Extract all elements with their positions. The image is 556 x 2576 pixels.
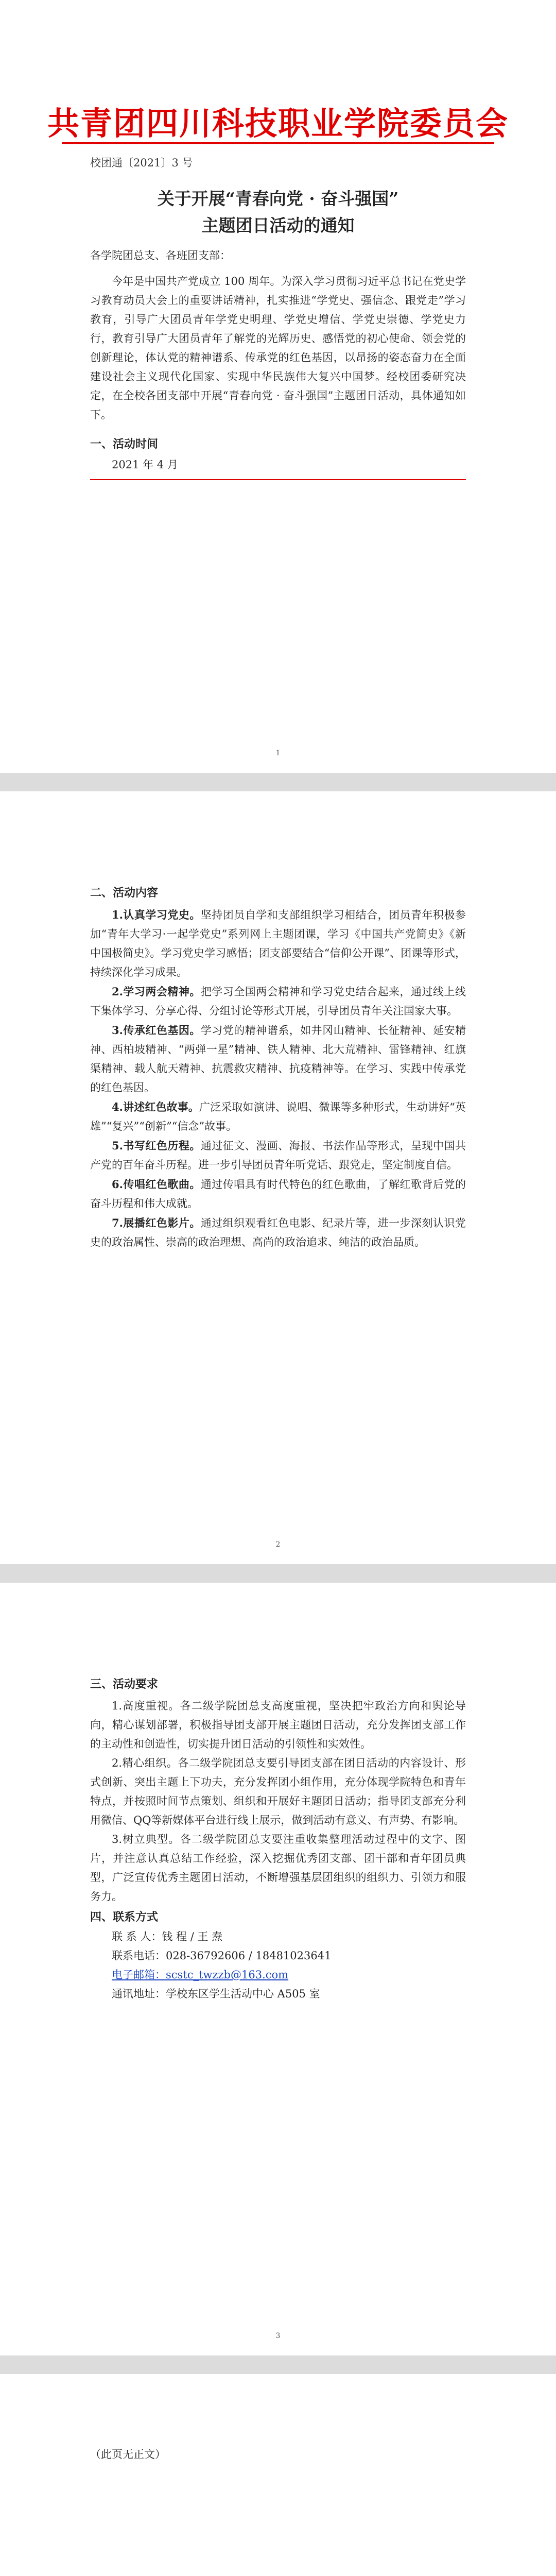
section-time <box>90 435 466 474</box>
content-items <box>90 905 466 1252</box>
salutation: 各学院团总支、各班团支部： <box>90 249 231 262</box>
intro-section <box>90 272 466 425</box>
content-item: 2.学习两会精神。把学习全国两会精神和学习党史结合起来，通过线上线下集体学习、分享心得、分组讨论等形式开展，引导团员青年关注国家大事。 <box>90 985 466 1017</box>
section-time-text: 2021 年 4 月 <box>112 459 178 471</box>
section-content <box>90 884 466 1252</box>
page-number: 2 <box>275 1540 281 1549</box>
section-contact-heading: 四、联系方式 <box>90 1910 159 1924</box>
section-requirements-heading: 三、活动要求 <box>90 1677 159 1691</box>
no-text-note: （此页无正文） <box>90 2448 166 2461</box>
content-item: 4.讲述红色故事。广泛采取如演讲、说唱、微课等多种形式，生动讲好“英雄”“复兴”“创新”“信念”故事。 <box>90 1100 466 1132</box>
page-number: 1 <box>275 749 281 757</box>
document-number: 校团通〔2021〕3 号 <box>90 157 193 169</box>
requirement-item: 2.精心组织。各二级学院团总支要引导团支部在团日活动的内容设计、形式创新、突出主题上下功夫，充分发挥团小组作用，充分体现学院特色和青年特点，并按照时间节点策划、组织和开展好主题团日活动；指导团支部充分利用微信、QQ等新媒体平台进行线上展示，做到活动有意义、有声势、有影响。 <box>90 1757 466 1826</box>
page-number: 3 <box>275 2332 281 2340</box>
document-title-line-2: 主题团日活动的通知 <box>201 215 355 235</box>
document-page-3 <box>0 1583 556 2355</box>
document-page-2 <box>0 791 556 1564</box>
contact-phone: 联系电话：028-36792606 / 18481023641 <box>112 1950 332 1962</box>
content-item: 6.传唱红色歌曲。通过传唱具有时代特色的红色歌曲，了解红歌背后党的奋斗历程和伟大成就。 <box>90 1178 466 1210</box>
content-item: 5.书写红色历程。通过征文、漫画、海报、书法作品等形式，呈现中国共产党的百年奋斗历程。进一步引导团员青年听党话、跟党走，坚定制度自信。 <box>90 1139 466 1171</box>
document-page-4 <box>0 2374 556 2576</box>
red-divider-top <box>62 142 494 144</box>
organization-title: 共青团四川科技职业学院委员会 <box>47 105 509 142</box>
contact-address: 通讯地址：学校东区学生活动中心 A505 室 <box>112 1988 320 2000</box>
content-item: 7.展播红色影片。通过组织观看红色电影、纪录片等，进一步深刻认识党史的政治属性、崇高的政治理想、高尚的政治追求、纯洁的政治品质。 <box>90 1216 466 1248</box>
requirement-item: 1.高度重视。各二级学院团总支高度重视，坚决把牢政治方向和舆论导向，精心谋划部署，积极指导团支部开展主题团日活动，充分发挥团支部工作的主动性和创造性，切实提升团日活动的引领性和实效性。 <box>90 1700 466 1750</box>
section-time-heading: 一、活动时间 <box>90 437 159 451</box>
contact-email <box>90 1965 466 1985</box>
red-divider-bottom <box>90 479 466 480</box>
contact-email-link[interactable]: scstc_twzzb@163.com <box>166 1969 289 1981</box>
content-item: 3.传承红色基因。学习党的精神谱系，如井冈山精神、长征精神、延安精神、西柏坡精神、“两弹一星”精神、铁人精神、北大荒精神、雷锋精神、红旗渠精神、载人航天精神、抗震救灾精神、抗疫精神等。在学习、实践中传承党的红色基因。 <box>90 1024 466 1094</box>
document-page-1 <box>0 0 556 773</box>
document-title-line-1: 关于开展“青春向党 · 奋斗强国” <box>157 189 399 209</box>
intro-paragraph: 今年是中国共产党成立 100 周年。为深入学习贯彻习近平总书记在党史学习教育动员大会上的重要讲话精神，扎实推进“学党史、强信念、跟党走”学习教育，引导广大团员青年学党史明理、学党史增信、学党史崇德、学党史力行，教育引导广大团员青年了解党的光辉历史、感悟党的初心使命、领会党的创新理论，体认党的精神谱系、传承党的红色基因，以昂扬的姿态奋力在全面建设社会主义现代化国家、实现中华民族伟大复兴中国梦。经校团委研究决定，在全校各团支部中开展“青春向党 · 奋斗强国”主题团日活动，具体通知如下。 <box>90 275 466 421</box>
content-item: 1.认真学习党史。坚持团员自学和支部组织学习相结合，团员青年积极参加“青年大学习·一起学党史”系列网上主题团课，学习《中国共产党简史》《新中国极简史》。学习党史学习感悟；团支部要结合“信仰公开课”、团课等形式，持续深化学习成果。 <box>90 908 466 978</box>
section-content-heading: 二、活动内容 <box>90 886 159 900</box>
contact-people: 联 系 人：钱 程 / 王 焘 <box>112 1930 223 1943</box>
contact-email-label: 电子邮箱： <box>112 1969 166 1981</box>
requirement-item: 3.树立典型。各二级学院团总支要注重收集整理活动过程中的文字、图片，并注意认真总结工作经验，深入挖掘优秀团支部、团干部和青年团员典型，广泛宣传优秀主题团日活动，不断增强基层团组织的组织力、引领力和服务力。 <box>90 1833 466 1903</box>
document-title <box>0 185 556 239</box>
section-requirements <box>90 1675 466 2004</box>
